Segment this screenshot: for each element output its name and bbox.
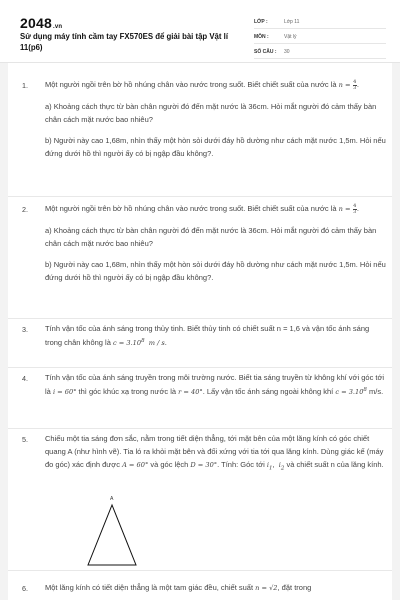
question-text: Một người ngồi trên bờ hồ nhúng chân vào nước trong suốt. Biết chiết suất của nước là bbox=[45, 80, 337, 89]
question-sentence: Tính vận tốc của ánh sáng trong thủy tinh. Biết thủy tinh có chiết suất n = 1,6 và vận tốc ánh sáng trong chân không là bbox=[45, 324, 370, 348]
question-intro: Một người ngồi trên bờ hồ nhúng chân vào nước trong suốt. Biết chiết suất của nước là n = $\frac{4}{3}$ . bbox=[45, 202, 359, 215]
brand-logo[interactable] bbox=[20, 15, 62, 31]
formula-deviation-angle: D = 30° bbox=[190, 461, 218, 469]
question-text bbox=[45, 322, 387, 350]
question-card bbox=[8, 63, 392, 197]
meta-label: LỚP : bbox=[254, 18, 268, 25]
prism-diagram bbox=[82, 493, 142, 569]
question-intro: Một người ngồi trên bờ hồ nhúng chân vào nước trong suốt. Biết chiết suất của nước là n = $\frac{4}{3}$ . bbox=[45, 78, 359, 91]
unit: m/s. bbox=[369, 387, 384, 397]
question-body bbox=[45, 202, 387, 284]
meta-row-subject bbox=[254, 30, 386, 44]
question-text bbox=[45, 581, 387, 595]
meta-row-class bbox=[254, 15, 386, 29]
formula-base: c = 3.10 bbox=[112, 339, 142, 348]
formula-refraction-angle: r = 40° bbox=[178, 388, 203, 397]
question-part-b: b) Người này cao 1,68m, nhìn thấy một hòn sỏi dưới đáy hồ dường như cách mặt nước 1,5m. Hỏi nếu đứng dưới hồ thì người ấy có bị ngập đầu không?. bbox=[45, 260, 386, 282]
formula bbox=[113, 339, 145, 347]
question-card bbox=[8, 319, 392, 368]
formula: n = bbox=[338, 205, 351, 213]
question-list bbox=[0, 63, 400, 600]
formula-exponent: 8 bbox=[141, 338, 145, 344]
formula-apex-angle: A = 60° bbox=[122, 461, 149, 469]
brand-name: 2048 bbox=[20, 15, 52, 31]
fraction-denominator: 3 bbox=[353, 208, 357, 215]
meta-box bbox=[254, 15, 386, 60]
fraction bbox=[353, 80, 357, 91]
symbol-i1: $i_1$ bbox=[266, 461, 273, 472]
question-text bbox=[45, 432, 387, 475]
formula bbox=[335, 388, 367, 396]
meta-value: Vật lý bbox=[284, 33, 297, 40]
question-card bbox=[8, 571, 392, 600]
question-text: Một người ngồi trên bờ hồ nhúng chân vào nước trong suốt. Biết chiết suất của nước là bbox=[45, 204, 337, 213]
question-number: 6. bbox=[22, 584, 28, 593]
formula: n = √2 bbox=[255, 584, 278, 592]
question-body bbox=[45, 581, 387, 595]
question-number: 3. bbox=[22, 325, 28, 334]
question-card bbox=[8, 429, 392, 571]
unit: m / s. bbox=[148, 339, 167, 348]
question-number: 2. bbox=[22, 205, 28, 214]
formula-exponent: 8 bbox=[363, 387, 367, 393]
question-sentence: Một lăng kính có tiết diện thẳng là một tam giác đều, chiết suất bbox=[45, 583, 254, 592]
question-number: 1. bbox=[22, 81, 28, 90]
question-sentence: thì góc khúc xạ trong nước là bbox=[78, 387, 177, 397]
formula-base: c = 3.10 bbox=[335, 388, 364, 397]
fraction-numerator: 4 bbox=[353, 202, 357, 209]
fraction bbox=[353, 204, 357, 215]
meta-label: SỐ CÂU : bbox=[254, 48, 277, 55]
header bbox=[0, 0, 400, 63]
symbol-i2: $i_2$ bbox=[278, 461, 285, 472]
question-card bbox=[8, 368, 392, 429]
fraction-numerator: 4 bbox=[353, 78, 357, 85]
meta-row-count bbox=[254, 45, 386, 59]
question-body bbox=[45, 432, 387, 475]
meta-value: Lớp 11 bbox=[284, 18, 300, 25]
question-part-b: b) Người này cao 1,68m, nhìn thấy một hòn sỏi dưới đáy hồ dường như cách mặt nước 1,5m. Hỏi nếu đứng dưới hồ thì người ấy có bị ngập đầu không?. bbox=[45, 136, 386, 158]
question-sentence: Tính vận tốc của ánh sáng truyền trong môi trường nước. Biết tia sáng truyền từ không khí với góc tới là bbox=[45, 373, 385, 397]
brand-suffix: .vn bbox=[52, 24, 63, 30]
question-sentence: . Lấy vận tốc ánh sáng ngoài không khí bbox=[202, 387, 334, 397]
page-title: Sử dụng máy tính cầm tay FX570ES để giải bài tập Vật lí 11(p6) bbox=[20, 32, 228, 52]
question-number: 4. bbox=[22, 374, 28, 383]
question-part-a: a) Khoảng cách thực từ bàn chân người đó đến mặt nước là 36cm. Hỏi mắt người đó cảm thấy bàn chân cách mặt nước bao nhiêu? bbox=[45, 102, 377, 124]
question-body bbox=[45, 322, 387, 350]
question-sentence: và góc lệch bbox=[150, 460, 189, 469]
formula-incidence-angle: i = 60° bbox=[52, 388, 77, 397]
question-body bbox=[45, 371, 387, 399]
question-body bbox=[45, 78, 387, 160]
question-number: 5. bbox=[22, 435, 28, 444]
fraction-denominator: 3 bbox=[353, 84, 357, 91]
prism-triangle bbox=[88, 505, 136, 565]
meta-label: MÔN : bbox=[254, 33, 269, 40]
question-part-a: a) Khoảng cách thực từ bàn chân người đó đến mặt nước là 36cm. Hỏi mắt người đó cảm thấy bàn chân cách mặt nước bao nhiêu? bbox=[45, 226, 377, 248]
meta-value: 30 bbox=[284, 48, 290, 55]
prism-vertex-label: A bbox=[110, 496, 114, 502]
question-text bbox=[45, 371, 387, 399]
question-sentence: Chiếu một tia sáng đơn sắc, nằm trong tiết diện thẳng, tới mặt bên của một lăng kính có góc chiết quang A (như hình vẽ). Tia ló ra khỏi mặt bên và đối xứng với tia tới qua lăng kính. Dùng giác kế (máy đo góc) xác định được bbox=[45, 434, 384, 469]
separator: , bbox=[272, 460, 275, 469]
formula: n = bbox=[338, 81, 351, 89]
question-sentence: . Tính: Góc tới bbox=[217, 460, 265, 469]
question-sentence: và chiết suất n của lăng kính. bbox=[286, 460, 384, 469]
question-card bbox=[8, 197, 392, 319]
question-sentence: , đặt trong bbox=[277, 583, 312, 592]
